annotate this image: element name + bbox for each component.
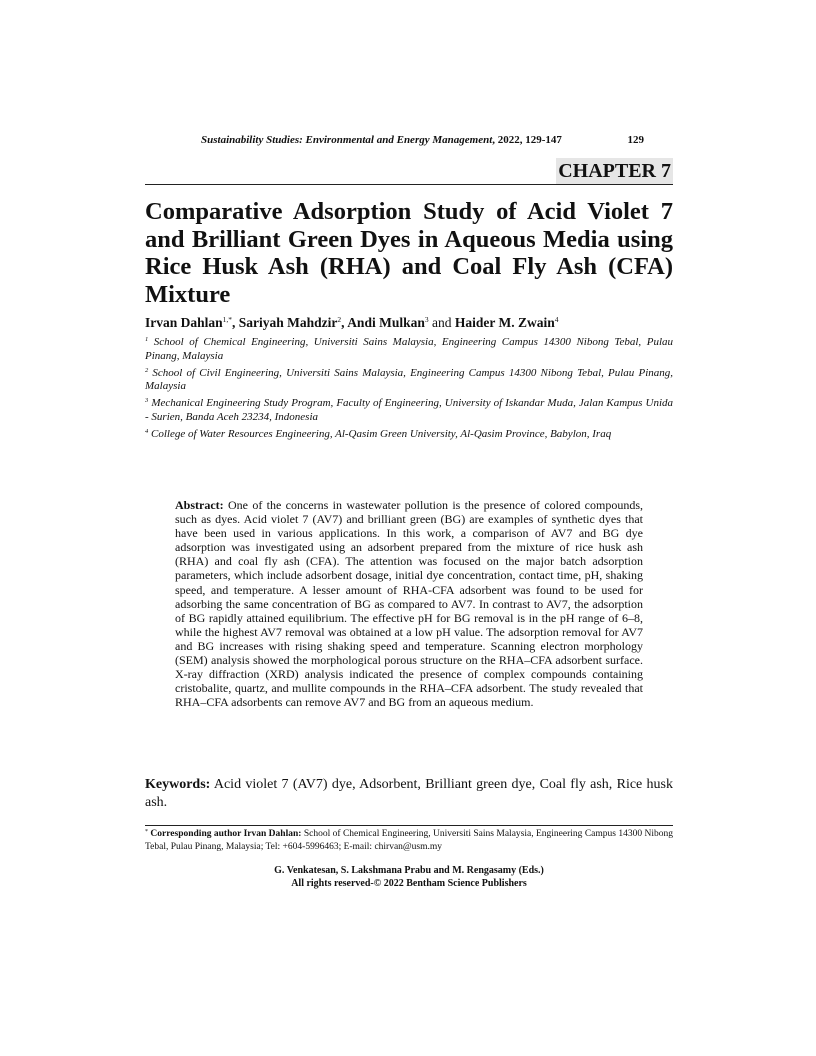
affiliation-number: 2: [145, 366, 149, 374]
paper-title: Comparative Adsorption Study of Acid Violet 7 and Brilliant Green Dyes in Aqueous Media using Rice Husk Ash (RHA) and Coal Fly Ash (CFA) Mixture: [145, 198, 673, 308]
abstract-text: One of the concerns in wastewater pollution is the presence of colored compounds, such as dyes. Acid violet 7 (AV7) and brilliant green (BG) are examples of synthetic dyes that have been used in various applications. In this work, a comparison of AV7 and BG dye adsorption was investigated using an adsorbent prepared from the mixture of rice husk ash (RHA) and coal fly ash (CFA). The attention was focused on the major batch adsorption parameters, which include adsorbent dosage, initial dye concentration, contact time, pH, shaking speed, and temperature. A lesser amount of RHA-CFA adsorbent was found to be used for adsorbing the same concentration of BG as compared to AV7. In contrast to AV7, the adsorption of BG rapidly attained equilibrium. The effective pH for BG removal is in the pH range of 6–8, while the highest AV7 removal was obtained at a low pH value. The adsorption removal for AV7 and BG increases with rising shaking speed and temperature. Scanning electron morphology (SEM) analysis showed the morphological porous structure on the RHA–CFA adsorbent surface. X-ray diffraction (XRD) analysis indicated the presence of complex compounds containing cristobalite, quartz, and mullite compounds in the RHA–CFA adsorbent. The study revealed that RHA–CFA adsorbents can remove AV7 and BG from an aqueous medium.: [175, 498, 643, 710]
affiliation-item: [145, 428, 673, 442]
author-list: [145, 314, 673, 332]
footnote-marker: *: [145, 829, 148, 835]
editors-line: G. Venkatesan, S. Lakshmana Prabu and M. Rengasamy (Eds.): [274, 865, 544, 876]
author-affil-mark: 3: [424, 315, 429, 324]
affiliation-item: [145, 336, 673, 363]
author-separator: ,: [232, 315, 239, 330]
keywords: [145, 776, 673, 812]
footnote-divider: [145, 825, 673, 826]
affiliation-number: 1: [145, 336, 149, 343]
author-affil-mark: 1,*: [222, 315, 233, 324]
keywords-text: Acid violet 7 (AV7) dye, Adsorbent, Brilliant green dye, Coal fly ash, Rice husk ash.: [145, 777, 674, 810]
publisher-block: [145, 864, 673, 890]
keywords-label: Keywords:: [145, 777, 211, 792]
abstract: [175, 498, 643, 709]
affiliation-item: [145, 397, 673, 424]
affiliation-text: College of Water Resources Engineering, Al-Qasim Green University, Al-Qasim Province, Babylon, Iraq: [151, 427, 612, 440]
affiliation-text: School of Civil Engineering, Universiti Sains Malaysia, Engineering Campus 14300 Nibong Tebal, Pulau Pinang, Malaysia: [145, 366, 673, 392]
author-separator: and: [428, 315, 455, 330]
footnote-label: Corresponding author Irvan Dahlan:: [150, 829, 302, 839]
author-affil-mark: 2: [337, 315, 342, 324]
header-divider: [145, 184, 673, 185]
abstract-label: Abstract:: [175, 498, 224, 512]
affiliation-text: Mechanical Engineering Study Program, Faculty of Engineering, University of Iskandar Muda, Jalan Kampus Unida - Surien, Banda Aceh 23234, Indonesia: [145, 397, 674, 423]
running-head-journal: Sustainability Studies: Environmental and Energy Management, 2022, 129-147: [201, 134, 562, 146]
footnote-text: School of Chemical Engineering, Universiti Sains Malaysia, Engineering Campus 14300 Nibong Tebal, Pulau Pinang, Malaysia; Tel: +604-5996463; E-mail: chirvan@usm.my: [145, 829, 674, 852]
affiliation-text: School of Chemical Engineering, Universiti Sains Malaysia, Engineering Campus 14300 Nibong Tebal, Pulau Pinang, Malaysia: [145, 336, 674, 362]
author-name: Sariyah Mahdzir: [238, 315, 338, 330]
rights-line: All rights reserved-© 2022 Bentham Science Publishers: [291, 878, 527, 889]
author-affil-mark: 4: [554, 315, 559, 324]
corresponding-author-footnote: [145, 828, 673, 853]
author-separator: ,: [341, 315, 348, 330]
author-name: Andi Mulkan: [347, 315, 425, 330]
affiliation-number: 3: [145, 397, 149, 404]
running-head-details: , 2022, 129-147: [492, 134, 562, 146]
author-name: Haider M. Zwain: [454, 315, 555, 330]
affiliation-number: 4: [145, 427, 149, 435]
author-name: Irvan Dahlan: [145, 315, 223, 330]
page-number: 129: [627, 134, 644, 146]
affiliation-item: [145, 367, 673, 394]
affiliation-list: [145, 336, 673, 445]
chapter-label: CHAPTER 7: [558, 160, 671, 182]
